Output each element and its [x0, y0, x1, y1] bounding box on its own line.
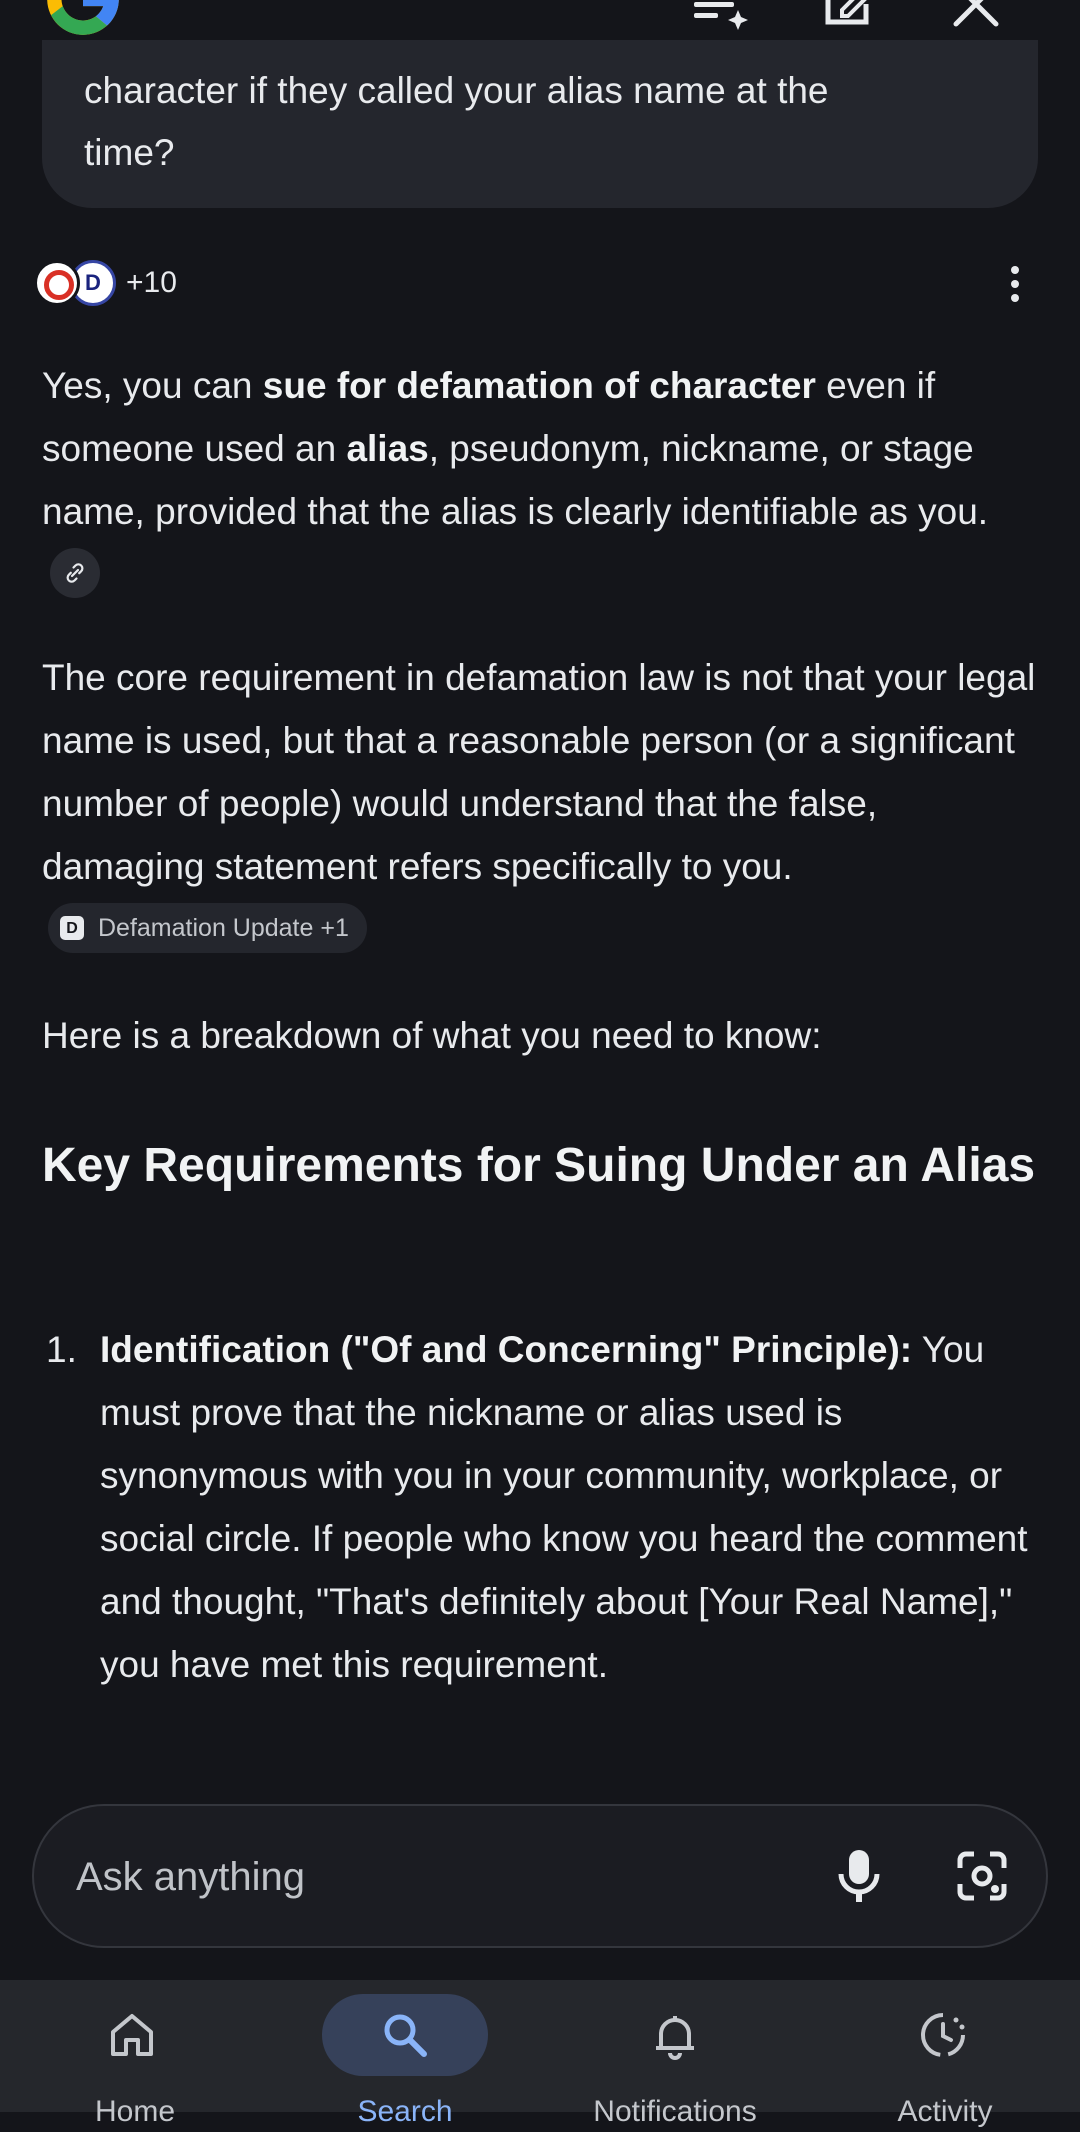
- nav-label-search: Search: [357, 2095, 453, 2128]
- nav-label-activity: Activity: [897, 2095, 993, 2128]
- more-options-icon[interactable]: [1000, 262, 1030, 306]
- source-favicon-d: D: [70, 260, 116, 306]
- sources-row[interactable]: [34, 256, 177, 310]
- sources-count: +10: [126, 266, 177, 299]
- home-icon: [107, 2010, 157, 2060]
- source-favicon-q: [34, 260, 80, 306]
- source-chip-label: Defamation Update +1: [98, 913, 349, 942]
- answer-paragraph-2: [42, 646, 1042, 961]
- user-query-bubble: [42, 40, 1038, 208]
- nav-item-notifications[interactable]: [540, 1980, 810, 2128]
- task-list-sparkle-icon[interactable]: [690, 0, 750, 36]
- google-logo[interactable]: [40, 0, 126, 42]
- section-heading: Key Requirements for Suing Under an Alias: [42, 1139, 1036, 1192]
- nav-label-notifications: Notifications: [593, 2095, 757, 2128]
- p1-bold-2: alias: [346, 428, 429, 469]
- source-chip-defamation-update[interactable]: [48, 903, 367, 953]
- list-item-body: You must prove that the nickname or alias used is synonymous with you in your community, workplace, or social circle. If people who know you heard the comment and thought, "That's definitely about [Your Real Name]," you have met this requirement.: [100, 1329, 1028, 1685]
- query-text-line-1: character if they called your alias name at the: [84, 70, 829, 111]
- query-text-line-2: time?: [84, 132, 175, 173]
- microphone-icon[interactable]: [834, 1846, 884, 1906]
- ask-bar: [32, 1804, 1048, 1948]
- list-item: [100, 1318, 1050, 1696]
- search-icon: [380, 2010, 430, 2060]
- nav-label-home: Home: [94, 2095, 176, 2128]
- answer-paragraph-1: [42, 354, 1042, 606]
- lens-camera-icon[interactable]: [954, 1848, 1010, 1904]
- bottom-navigation: [0, 1980, 1080, 2128]
- list-item-number: 1.: [46, 1329, 77, 1370]
- citation-link-chip[interactable]: [50, 548, 100, 598]
- p1-text-1: Yes, you can: [42, 365, 263, 406]
- p2-text: The core requirement in defamation law is not that your legal name is used, but that a reasonable person (or a significant number of people) would understand that the false, damaging statement refers specifically to you.: [42, 657, 1036, 887]
- p1-bold-1: sue for defamation of character: [262, 365, 816, 406]
- list-item-title: Identification ("Of and Concerning" Principle):: [100, 1329, 913, 1370]
- edit-icon[interactable]: [820, 0, 880, 36]
- nav-item-activity[interactable]: [810, 1980, 1080, 2128]
- source-chip-badge: D: [60, 916, 84, 940]
- nav-item-home[interactable]: [0, 1980, 270, 2128]
- p1-text-2: even if someone used an: [42, 365, 936, 469]
- bell-icon: [650, 2010, 700, 2060]
- answer-paragraph-3: Here is a breakdown of what you need to know:: [42, 1015, 822, 1056]
- activity-icon: [918, 2010, 968, 2060]
- p1-text-3: , pseudonym, nickname, or stage name, provided that the alias is clearly identifiable as you.: [42, 428, 989, 532]
- link-icon: [63, 561, 87, 585]
- ask-input[interactable]: [74, 1848, 778, 1906]
- nav-item-search[interactable]: [270, 1980, 540, 2128]
- close-icon[interactable]: [948, 0, 1008, 36]
